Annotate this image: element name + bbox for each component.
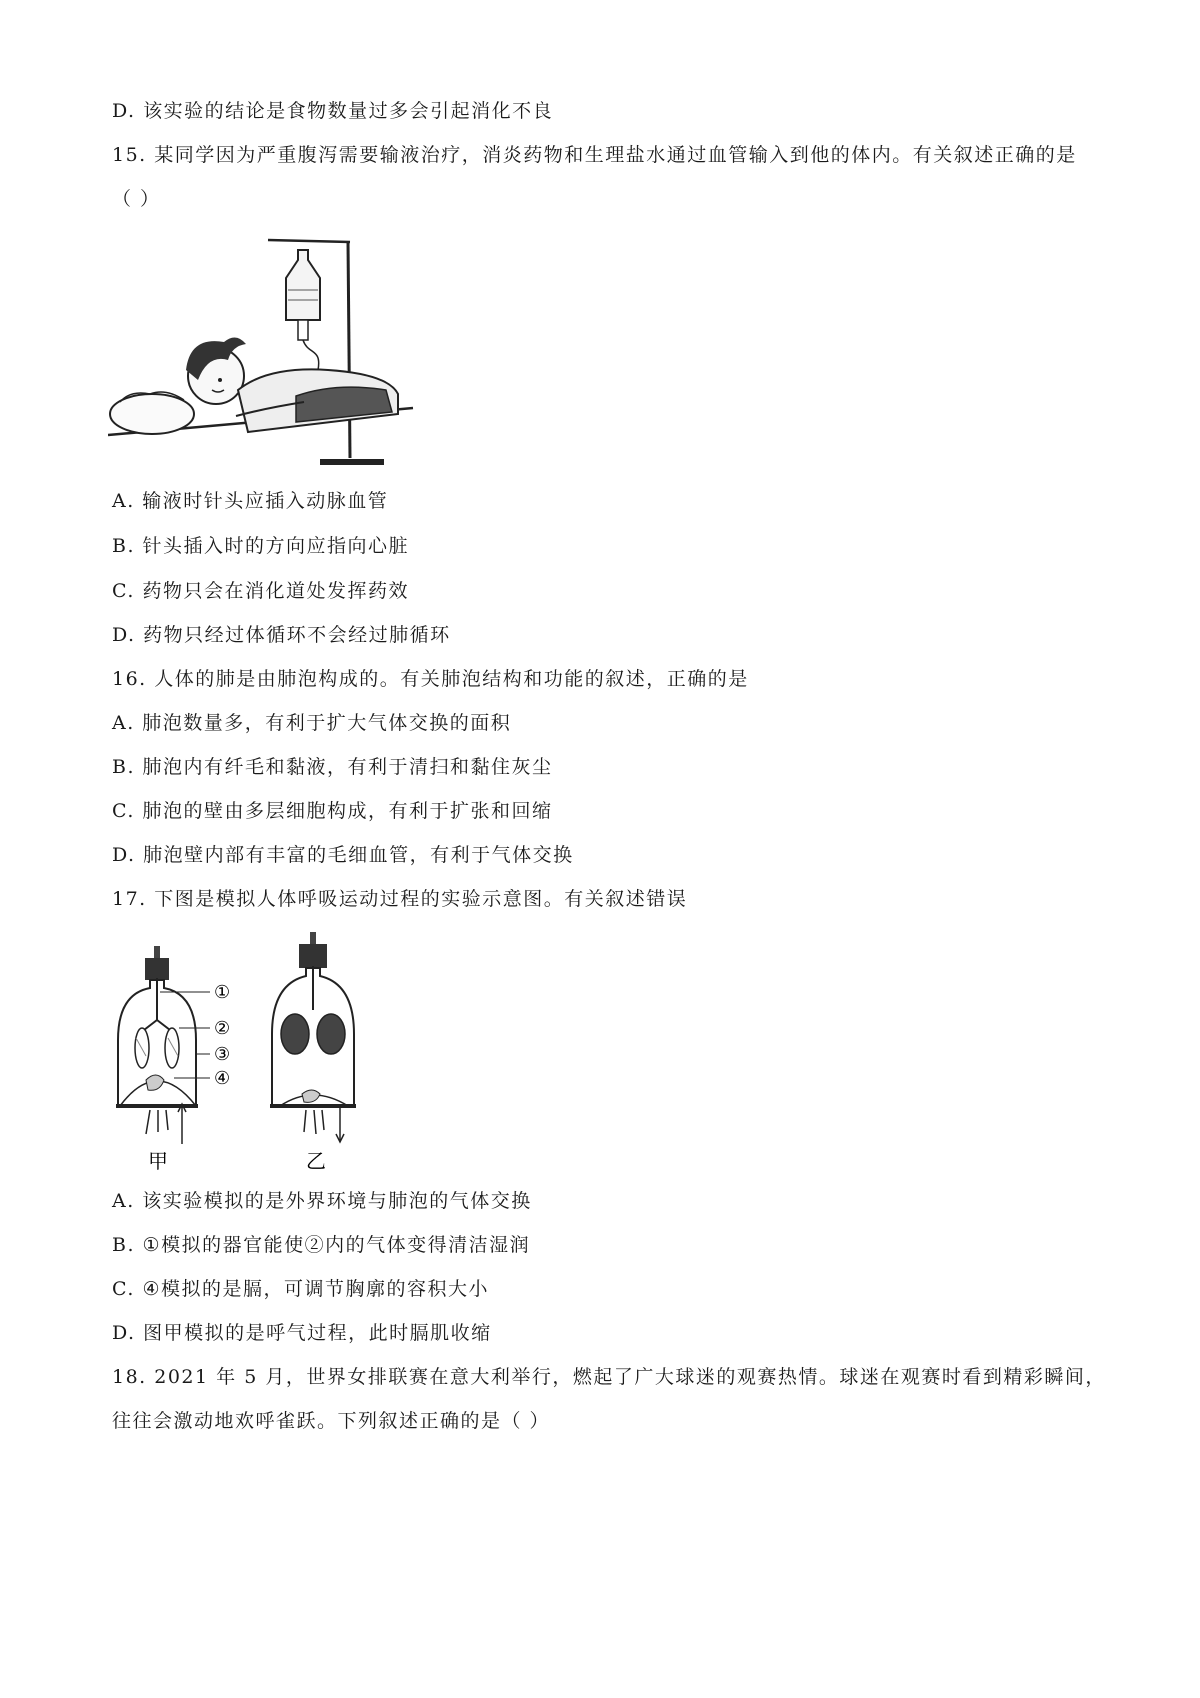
q16-option-a: A. 肺泡数量多，有利于扩大气体交换的面积 (112, 712, 512, 734)
q16-option-d: D. 肺泡壁内部有丰富的毛细血管，有利于气体交换 (112, 844, 574, 866)
jar-yi (270, 932, 356, 1142)
q17-option-d: D. 图甲模拟的是呼气过程，此时膈肌收缩 (112, 1322, 492, 1344)
q16-option-b: B. 肺泡内有纤毛和黏液，有利于清扫和黏住灰尘 (112, 756, 553, 778)
q17-option-b: B. ①模拟的器官能使②内的气体变得清洁湿润 (112, 1234, 531, 1256)
label-2: ② (214, 1018, 231, 1039)
q16-stem: 16. 人体的肺是由肺泡构成的。有关肺泡结构和功能的叙述，正确的是 (112, 668, 749, 690)
q15-option-a: A. 输液时针头应插入动脉血管 (112, 490, 389, 512)
label-4: ④ (214, 1068, 231, 1089)
q15-stem-line1: 15. 某同学因为严重腹泻需要输液治疗，消炎药物和生理盐水通过血管输入到他的体内。有关叙述正确的是 (112, 144, 1077, 166)
caption-jia: 甲 (148, 1149, 168, 1173)
q18-stem-line2: 往往会激动地欢呼雀跃。下列叙述正确的是（ ） (112, 1410, 551, 1432)
breathing-model-diagram (110, 930, 380, 1175)
q17-stem: 17. 下图是模拟人体呼吸运动过程的实验示意图。有关叙述错误 (112, 888, 688, 910)
jar-jia (116, 946, 210, 1144)
q15-stem-line2: （ ） (112, 188, 161, 210)
q16-option-c: C. 肺泡的壁由多层细胞构成，有利于扩张和回缩 (112, 800, 553, 822)
iv-drip-illustration (108, 230, 428, 475)
q14-option-d: D. 该实验的结论是食物数量过多会引起消化不良 (112, 100, 554, 122)
q15-option-d: D. 药物只经过体循环不会经过肺循环 (112, 624, 451, 646)
q17-option-a: A. 该实验模拟的是外界环境与肺泡的气体交换 (112, 1190, 532, 1212)
q18-stem-line1: 18. 2021 年 5 月，世界女排联赛在意大利举行，燃起了广大球迷的观赛热情。球迷在观赛时看到精彩瞬间， (112, 1366, 1106, 1388)
caption-yi: 乙 (306, 1149, 326, 1173)
label-3: ③ (214, 1044, 231, 1065)
q17-option-c: C. ④模拟的是膈，可调节胸廓的容积大小 (112, 1278, 489, 1300)
label-1: ① (214, 982, 231, 1003)
q15-option-b: B. 针头插入时的方向应指向心脏 (112, 535, 410, 557)
q15-option-c: C. 药物只会在消化道处发挥药效 (112, 580, 409, 602)
